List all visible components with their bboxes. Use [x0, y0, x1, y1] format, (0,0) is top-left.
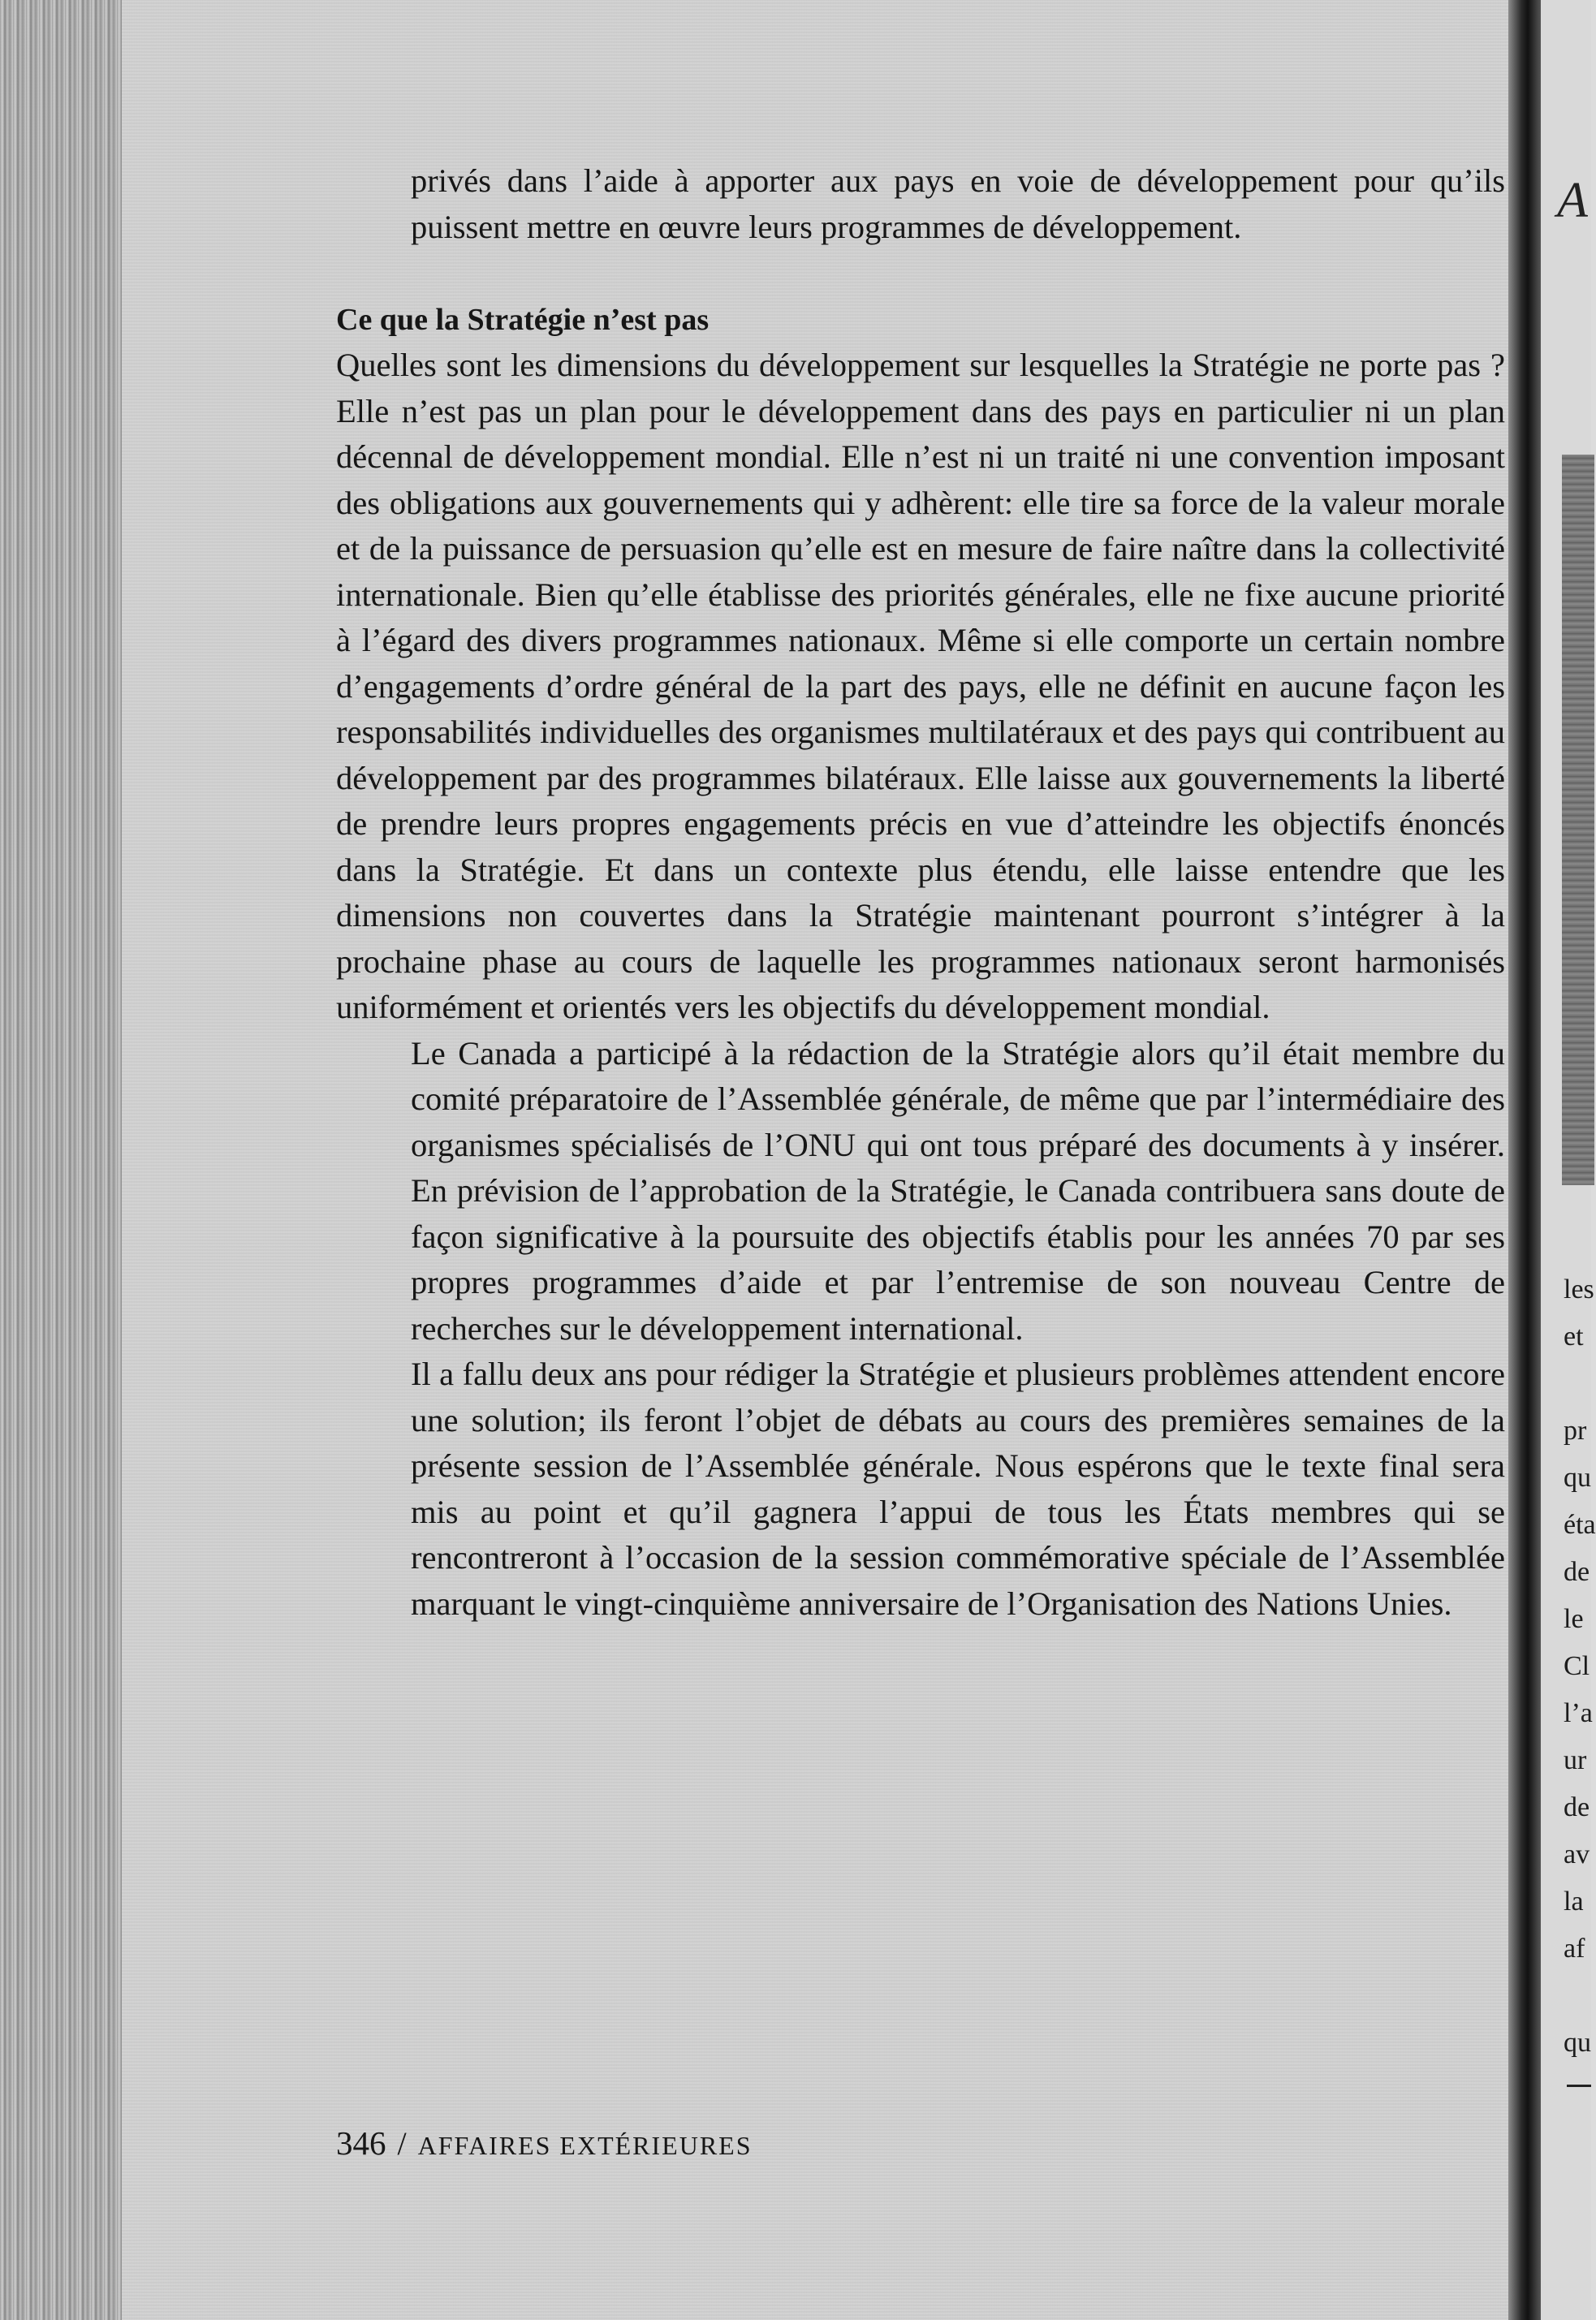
paragraph-2: Le Canada a participé à la rédaction de la Stratégie alors qu’il était membre du comité préparatoire de l’Assemblée générale, de même que par l’intermédiaire des organismes spécialisés de l’ONU qui ont tous préparé des documents à y insérer. En prévision de l’approbation de la Stratégie, le Canada contribuera sans doute de façon significative à la poursuite des objectifs établis pour les années 70 par ses propres programmes d’aide et par l’entremise de son nouveau Centre de recherches sur le développement international.: [411, 1034, 1505, 1347]
facing-page-initial: A: [1557, 173, 1588, 228]
facing-page-rule: [1567, 2085, 1591, 2087]
facing-fragment: af: [1564, 1934, 1585, 1964]
page-stack-edge: [0, 0, 122, 2320]
facing-fragment: et: [1564, 1322, 1584, 1352]
facing-fragment: qu: [1564, 2028, 1591, 2058]
binding-gutter: [1508, 0, 1541, 2320]
facing-fragment: la: [1564, 1887, 1584, 1917]
facing-fragment: av: [1564, 1839, 1590, 1869]
facing-fragment: de: [1564, 1557, 1590, 1587]
facing-fragment: le: [1564, 1604, 1584, 1634]
facing-fragment: de: [1564, 1792, 1590, 1822]
facing-fragment: ur: [1564, 1745, 1587, 1775]
facing-fragment: éta: [1564, 1510, 1596, 1540]
facing-fragment: l’a: [1564, 1698, 1593, 1728]
page-body: [336, 158, 1505, 1627]
paragraph-1: Quelles sont les dimensions du développement sur lesquelles la Stratégie ne porte pas ? Elle n’est pas un plan pour le développement dans des pays en particulier ni un plan décennal de développement mondial. Elle n’est ni un traité ni une convention imposant des obligations aux gouvernements qui y adhèrent: elle tire sa force de la valeur morale et de la puissance de persuasion qu’elle est en mesure de faire naître dans la collectivité internationale. Bien qu’elle établisse des priorités générales, elle ne fixe aucune priorité à l’égard des divers programmes nationaux. Même si elle comporte un certain nombre d’engagements d’ordre général de la part des pays, elle ne définit en aucune façon les responsabilités individuelles des organismes multilatéraux et des pays qui contribuent au développement par des programmes bilatéraux. Elle laisse aux gouvernements la liberté de prendre leurs propres engagements précis en vue d’atteindre les objectifs énoncés dans la Stratégie. Et dans un contexte plus étendu, elle laisse entendre que les dimensions non couvertes dans la Stratégie maintenant pourront s’intégrer à la prochaine phase au cours de laquelle les programmes nationaux seront harmonisés uniformément et orientés vers les objectifs du développement mondial.: [336, 347, 1505, 1025]
section-heading: Ce que la Stratégie n’est pas: [336, 303, 710, 337]
facing-fragment: pr: [1564, 1416, 1587, 1446]
facing-fragment: Cl: [1564, 1651, 1590, 1681]
page-footer: [336, 2124, 753, 2163]
facing-page-edge: [1541, 0, 1596, 2320]
opening-paragraph: privés dans l’aide à apporter aux pays en voie de développement pour qu’ils puissent mettre en œuvre leurs programmes de développement.: [411, 162, 1505, 245]
publication-title: AFFAIRES EXTÉRIEURES: [417, 2131, 753, 2160]
facing-page-photo: [1562, 455, 1594, 1185]
paragraph-3: Il a fallu deux ans pour rédiger la Stratégie et plusieurs problèmes attendent encore une solution; ils feront l’objet de débats au cours des premières semaines de la présente session de l’Assemblée générale. Nous espérons que le texte final sera mis au point et qu’il gagnera l’appui de tous les États membres qui se rencontreront à l’occasion de la session commémorative spéciale de l’Assemblée marquant le vingt-cinquième anniversaire de l’Organisation des Nations Unies.: [411, 1356, 1505, 1622]
facing-fragment: les: [1564, 1274, 1594, 1304]
page-number: 346: [336, 2124, 386, 2162]
footer-separator: /: [397, 2125, 407, 2162]
facing-fragment: qu: [1564, 1463, 1591, 1493]
